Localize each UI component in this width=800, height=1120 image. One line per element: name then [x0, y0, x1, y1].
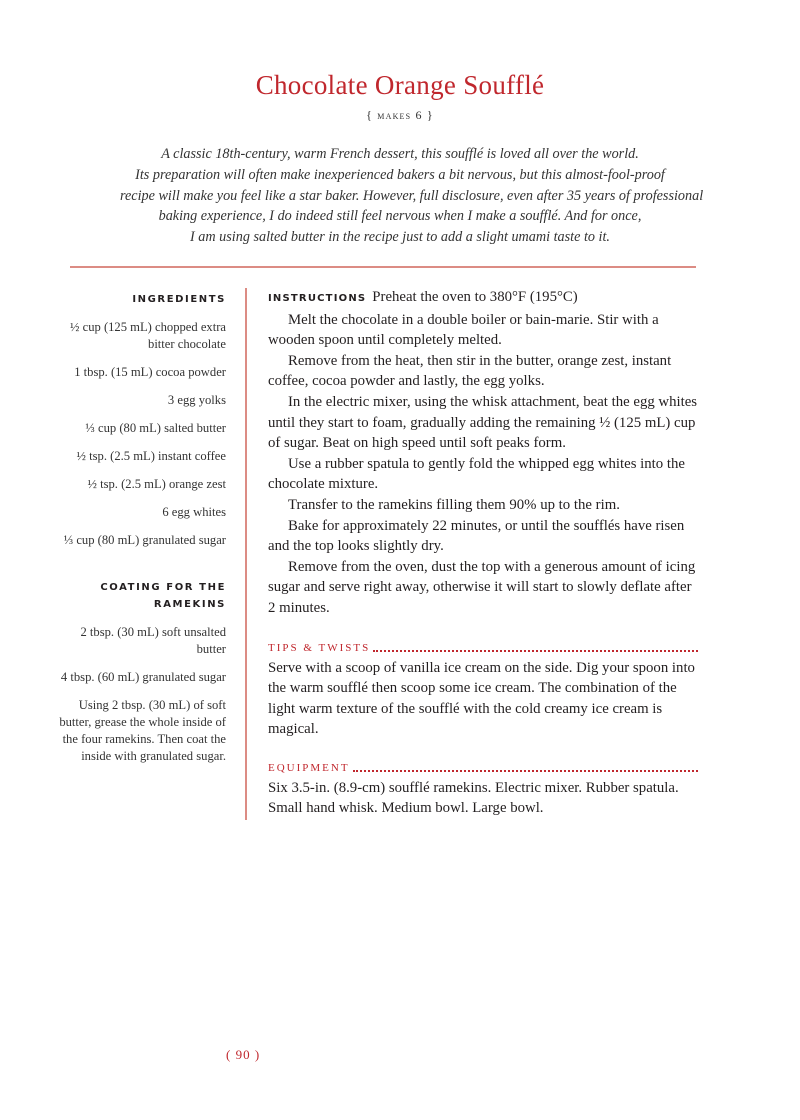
page-number: ( 90 ) [226, 1047, 261, 1062]
ingredient-item: 6 egg whites [162, 505, 226, 519]
instruction-step: Use a rubber spatula to gently fold the whipped egg whites into the chocolate mixture. [268, 455, 685, 493]
intro-line: A classic 18th-century, warm French dessert, this soufflé is loved all over the world. [161, 146, 639, 162]
ingredient-item: 1 tbsp. (15 mL) cocoa powder [74, 365, 226, 379]
ingredient-item: ⅓ cup (80 mL) salted butter [85, 421, 226, 435]
intro-line: Its preparation will often make inexperienced bakers a bit nervous, but this almost-fool-proof [135, 166, 665, 183]
coating-item: Using 2 tbsp. (30 mL) of soft butter, grease the whole inside of the four ramekins. Then coat the inside with granulated sugar. [59, 698, 226, 763]
intro-line: recipe will make you feel like a star baker. However, full disclosure, even after 35 years of professional [120, 187, 704, 204]
ingredients-heading: INGREDIENTS [132, 294, 226, 305]
coating-heading: COATING FOR THE RAMEKINS [100, 582, 226, 610]
dotted-leader [373, 650, 698, 652]
instructions-label: INSTRUCTIONS [268, 293, 367, 304]
ingredient-item: ⅓ cup (80 mL) granulated sugar [63, 533, 226, 547]
yield-label: { makes 6 } [366, 108, 434, 122]
vertical-divider [245, 288, 247, 820]
instruction-step: Remove from the heat, then stir in the butter, orange zest, instant coffee, cocoa powder and lastly, the egg yolks. [268, 352, 672, 390]
ingredient-item: ½ tsp. (2.5 mL) instant coffee [76, 449, 226, 463]
horizontal-divider [70, 266, 696, 268]
ingredient-item: ½ tsp. (2.5 mL) orange zest [87, 477, 226, 491]
instruction-step [268, 287, 698, 310]
dotted-leader [353, 770, 698, 772]
tips-body: Serve with a scoop of vanilla ice cream on the side. Dig your spoon into the warm soufflé then scoop some ice cream. The combination of the light warm texture of the soufflé with the cold creamy ice cream is magical. [268, 659, 695, 738]
instruction-step: Bake for approximately 22 minutes, or until the soufflés have risen and the top looks slightly dry. [268, 517, 685, 555]
ingredients-column [58, 291, 226, 765]
instructions-column [268, 287, 698, 819]
instruction-step: Remove from the oven, dust the top with a generous amount of icing sugar and serve right away, otherwise it will start to slowly deflate after 2 minutes. [268, 558, 696, 616]
intro-line: I am using salted butter in the recipe just to add a slight umami taste to it. [190, 229, 610, 246]
instruction-step: In the electric mixer, using the whisk attachment, beat the egg whites until they start to foam, gradually adding the remaining ½ (125 mL) cup of sugar. Beat on high speed until soft peaks form. [268, 393, 698, 452]
tips-heading: TIPS & TWISTS [268, 641, 371, 654]
instruction-text: Preheat the oven to 380°F (195°C) [372, 289, 578, 305]
instruction-step: Transfer to the ramekins filling them 90% up to the rim. [288, 496, 620, 513]
recipe-intro [120, 144, 704, 248]
instruction-step: Melt the chocolate in a double boiler or bain-marie. Stir with a wooden spoon until completely melted. [268, 311, 659, 349]
ingredient-item: 3 egg yolks [167, 393, 226, 407]
tips-heading-row [268, 641, 698, 655]
coating-item: 2 tbsp. (30 mL) soft unsalted butter [80, 625, 226, 656]
intro-line: baking experience, I do indeed still feel nervous when I make a soufflé. And for once, [158, 208, 642, 225]
coating-item: 4 tbsp. (60 mL) granulated sugar [60, 670, 226, 684]
ingredient-item: ½ cup (125 mL) chopped extra bitter chocolate [70, 320, 226, 351]
equipment-heading-row [268, 761, 698, 775]
equipment-body: Six 3.5-in. (8.9-cm) soufflé ramekins. Electric mixer. Rubber spatula. Small hand whisk. Medium bowl. Large bowl. [268, 779, 679, 817]
recipe-title: Chocolate Orange Soufflé [255, 70, 545, 100]
equipment-heading: EQUIPMENT [268, 761, 350, 774]
